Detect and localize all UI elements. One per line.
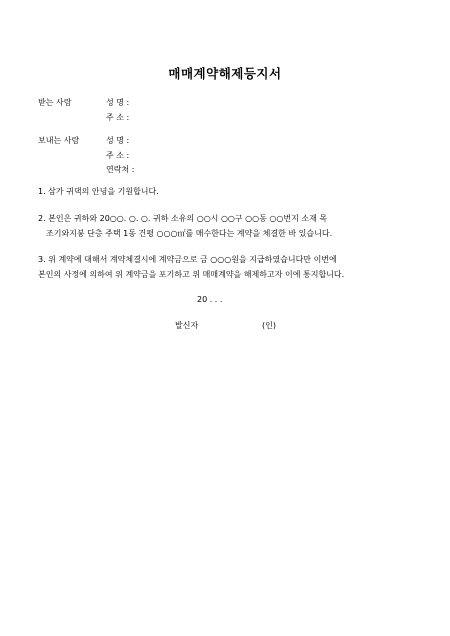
- paragraph-2-line-2: 조기와지붕 단층 주택 1동 건평 ○○○㎡를 매수한다는 계약을 체결한 바 있습니다.: [46, 229, 333, 238]
- paragraph-3-line-2: 본인의 사정에 의하여 위 계약금을 포기하고 위 매매계약을 해제하고자 이에 통지합니다.: [38, 270, 345, 279]
- paragraph-3-line-1: 3. 위 계약에 대해서 계약체결시에 계약금으로 금 ○○○원을 지급하였습니다만 이번에: [38, 255, 337, 264]
- receiver-name-field: 성 명 :: [106, 98, 130, 107]
- sender-address-field: 주 소 :: [106, 151, 130, 160]
- seal-mark: (인): [262, 321, 276, 330]
- sender-name-field: 성 명 :: [106, 136, 130, 145]
- paragraph-2-line-1: 2. 본인은 귀하와 20○○. ○. ○. 귀하 소유의 ○○시 ○○구 ○○동 ○○번지 소재 목: [38, 214, 328, 223]
- sender-label: 보내는 사람: [38, 136, 80, 145]
- receiver-label: 받는 사람: [38, 98, 72, 107]
- signature-label: 발신자: [175, 321, 199, 330]
- document-title: 매매계약해제등지서: [168, 66, 282, 81]
- paragraph-3: [38, 252, 344, 282]
- receiver-address-field: 주 소 :: [106, 113, 130, 122]
- paragraph-2: [38, 211, 332, 241]
- date-line: 20 . . .: [197, 295, 223, 304]
- paragraph-1-line: 1. 삼가 귀댁의 안녕을 기원합니다.: [38, 187, 159, 196]
- sender-contact-field: 연락처 :: [106, 165, 135, 174]
- paragraph-1: [38, 184, 159, 199]
